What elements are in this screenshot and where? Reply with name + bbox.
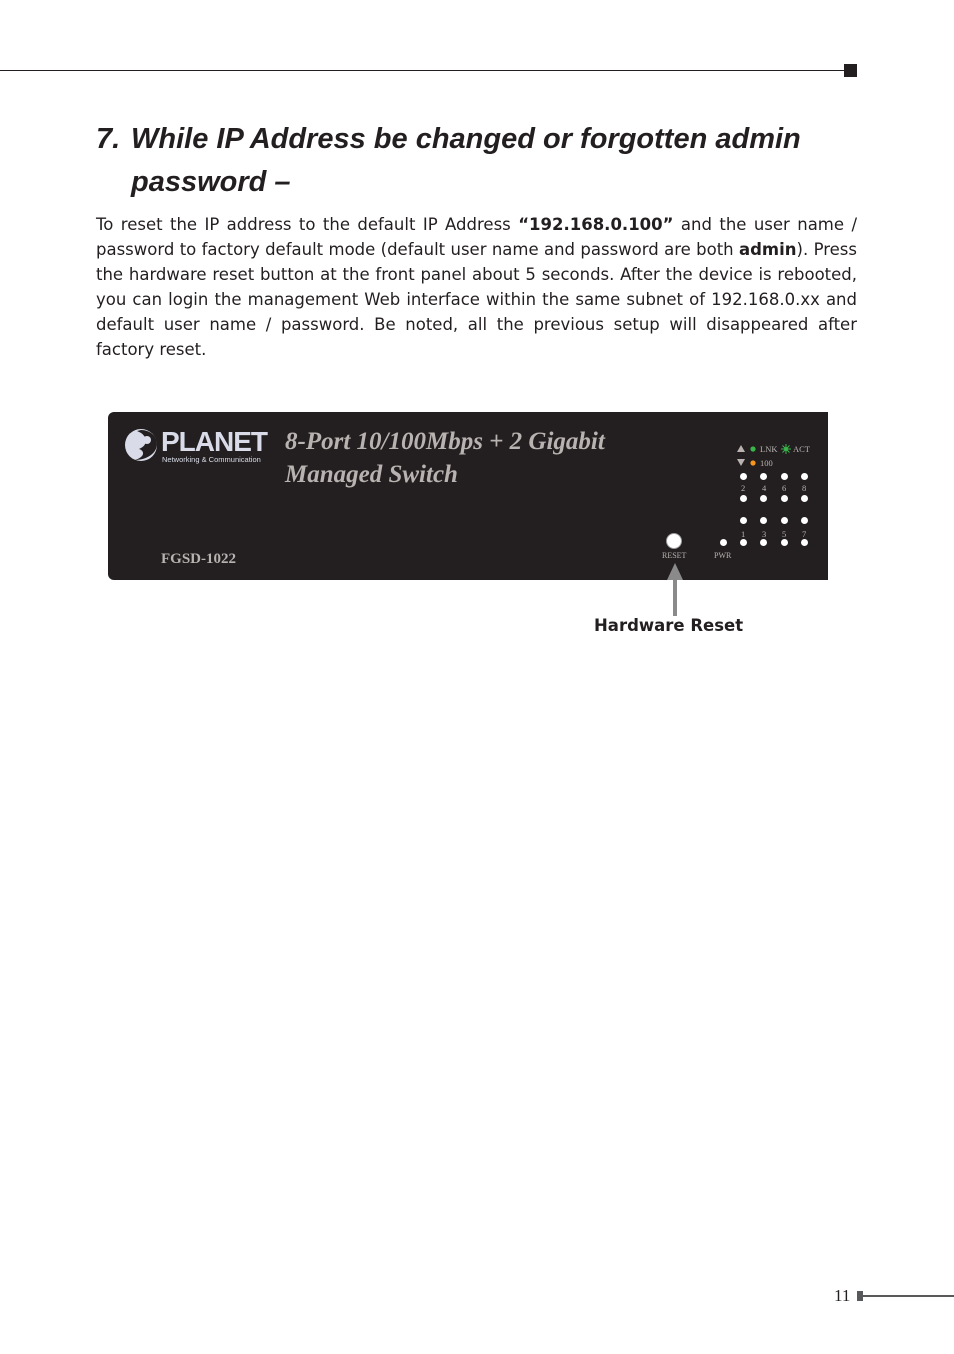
port-led bbox=[740, 473, 747, 480]
page-number: 11 bbox=[834, 1286, 851, 1305]
heading-line-2: password – bbox=[131, 166, 291, 198]
header-square-marker bbox=[844, 64, 857, 77]
hardware-reset-button bbox=[666, 533, 682, 549]
port-led bbox=[740, 517, 747, 524]
port-led bbox=[801, 539, 808, 546]
legend-lnk-label: LNK bbox=[760, 444, 778, 454]
green-led-icon bbox=[750, 446, 755, 451]
port-number: 5 bbox=[782, 529, 787, 539]
port-led bbox=[801, 473, 808, 480]
reset-label: RESET bbox=[662, 551, 687, 560]
brand-name: PLANET bbox=[161, 426, 267, 457]
orange-led-icon bbox=[750, 460, 755, 465]
body-text-1: To reset the IP address to the default IP Address bbox=[96, 215, 519, 234]
port-number: 1 bbox=[741, 529, 746, 539]
body-paragraph bbox=[96, 212, 857, 362]
planet-globe-icon bbox=[123, 427, 159, 463]
port-led bbox=[781, 495, 788, 502]
port-led bbox=[801, 495, 808, 502]
port-led bbox=[801, 517, 808, 524]
legend-100-label: 100 bbox=[760, 458, 773, 468]
product-title-line-2: Managed Switch bbox=[285, 461, 458, 488]
port-led bbox=[760, 495, 767, 502]
port-led bbox=[740, 539, 747, 546]
pwr-label: PWR bbox=[714, 551, 732, 560]
port-led bbox=[781, 473, 788, 480]
port-number: 3 bbox=[762, 529, 767, 539]
port-led bbox=[781, 517, 788, 524]
up-triangle-icon bbox=[737, 445, 745, 452]
port-number: 8 bbox=[802, 483, 807, 493]
footer-rule bbox=[863, 1295, 954, 1297]
planet-logo bbox=[123, 426, 267, 464]
default-ip-bold: “192.168.0.100” bbox=[518, 215, 674, 234]
hardware-reset-caption: Hardware Reset bbox=[594, 616, 744, 635]
model-number: FGSD-1022 bbox=[161, 551, 236, 567]
port-led bbox=[760, 517, 767, 524]
port-number: 4 bbox=[762, 483, 767, 493]
body-text-2: and the user name / password to factory default mode (default user name and password are both bbox=[96, 215, 857, 259]
port-led bbox=[740, 495, 747, 502]
port-number: 6 bbox=[782, 483, 787, 493]
product-title-line-1: 8-Port 10/100Mbps + 2 Gigabit bbox=[285, 428, 605, 455]
port-led bbox=[760, 539, 767, 546]
body-text-3: ). Press the hardware reset button at the front panel about 5 seconds. After the device is rebooted, you can login the management Web interface within the same subnet of 192.168.0.xx and default user name / password. Be noted, all the previous setup will disappeared after factory reset. bbox=[96, 240, 857, 359]
pwr-led bbox=[720, 539, 727, 546]
callout-arrow-icon bbox=[664, 562, 686, 618]
switch-front-panel bbox=[108, 412, 828, 580]
port-number: 7 bbox=[802, 529, 807, 539]
legend-act-label: ACT bbox=[793, 444, 810, 454]
section-heading bbox=[96, 118, 856, 204]
port-led bbox=[781, 539, 788, 546]
port-led bbox=[760, 473, 767, 480]
admin-bold: admin bbox=[738, 240, 797, 259]
port-number: 2 bbox=[741, 483, 746, 493]
down-triangle-icon bbox=[737, 459, 745, 466]
header-rule bbox=[0, 70, 846, 71]
heading-number: 7. bbox=[96, 123, 121, 155]
brand-tagline: Networking & Communication bbox=[162, 455, 261, 464]
heading-line-1: While IP Address be changed or forgotten admin bbox=[131, 123, 801, 155]
product-title bbox=[285, 425, 605, 491]
